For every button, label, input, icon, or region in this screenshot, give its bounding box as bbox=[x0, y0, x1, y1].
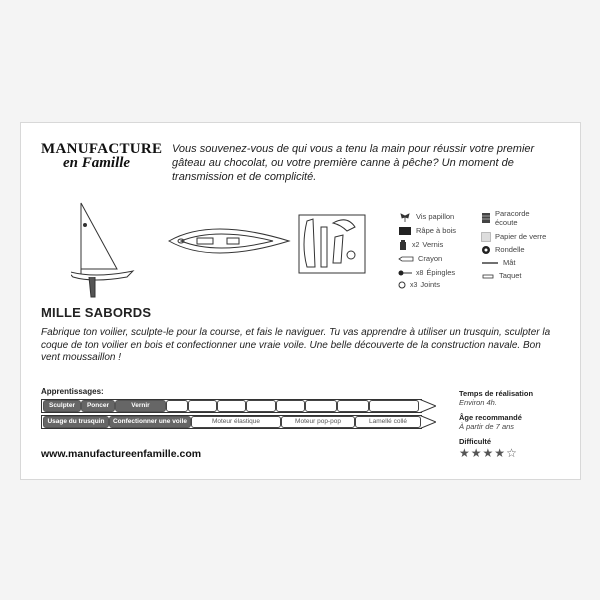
learning-skill-empty bbox=[246, 400, 276, 412]
learning-skill: Lamellé collé bbox=[355, 416, 421, 428]
age-label: Âge recommandé bbox=[459, 413, 522, 422]
brand-logo bbox=[41, 141, 163, 172]
learning-skill: Usage du trusquin bbox=[43, 416, 109, 428]
star-filled-icon: ★ bbox=[459, 446, 471, 460]
learning-skill: Moteur élastique bbox=[191, 416, 281, 428]
material-item: Rondelle bbox=[481, 244, 525, 256]
kit-illustrations bbox=[71, 197, 371, 307]
learning-bar-row1 bbox=[41, 399, 436, 413]
wood-rasp-icon bbox=[398, 226, 412, 236]
material-item: Râpe à bois bbox=[398, 225, 456, 237]
paracord-icon bbox=[481, 212, 491, 224]
learning-skill-empty bbox=[166, 400, 188, 412]
pencil-tip-icon bbox=[420, 415, 436, 429]
material-item: Papier de verre bbox=[481, 231, 546, 243]
learning-skill: Moteur pop-pop bbox=[281, 416, 355, 428]
material-item: x3 Joints bbox=[398, 279, 440, 291]
info-difficulty bbox=[459, 437, 579, 460]
material-item: Crayon bbox=[398, 253, 442, 265]
material-item: x8 Épingles bbox=[398, 267, 455, 279]
product-title: MILLE SABORDS bbox=[41, 305, 152, 320]
info-age bbox=[459, 413, 579, 431]
material-item: Taquet bbox=[481, 270, 522, 282]
learning-skill-empty bbox=[217, 400, 246, 412]
material-item: Mât bbox=[481, 257, 516, 269]
material-item: Vis papillon bbox=[398, 211, 454, 223]
washer-icon bbox=[481, 245, 491, 255]
learning-skill: Confectionner une voile bbox=[109, 416, 191, 428]
learning-skill-empty bbox=[305, 400, 337, 412]
butterfly-screw-icon bbox=[398, 212, 412, 222]
age-value: À partir de 7 ans bbox=[459, 422, 515, 431]
hull-top-view-illustration bbox=[169, 229, 289, 253]
varnish-icon bbox=[398, 240, 408, 250]
pin-icon bbox=[398, 269, 412, 277]
sandpaper-icon bbox=[481, 232, 491, 242]
pencil-icon bbox=[398, 255, 414, 263]
product-card bbox=[20, 122, 581, 480]
seal-ring-icon bbox=[398, 281, 406, 289]
difficulty-rating bbox=[459, 446, 579, 460]
brand-line2: en Famille bbox=[63, 155, 131, 171]
star-filled-icon: ★ bbox=[470, 446, 483, 460]
star-filled-icon: ★ bbox=[494, 446, 507, 460]
info-time bbox=[459, 389, 579, 407]
brand-line1: MANUFACTURE bbox=[41, 141, 163, 157]
product-description: Fabrique ton voilier, sculpte-le pour la course, et fais le naviguer. Tu vas apprendre à utiliser un trusquin, sculpter la coque de ton voilier en bois et confectionner une vraie voile. Une belle découverte de la construction navale. Bon vent moussaillon ! bbox=[41, 327, 551, 363]
cutting-template-illustration bbox=[299, 215, 365, 273]
star-filled-icon: ★ bbox=[482, 446, 495, 460]
mast-icon bbox=[481, 260, 499, 266]
learning-title: Apprentissages: bbox=[41, 387, 104, 396]
time-value: Environ 4h. bbox=[459, 398, 497, 407]
tagline: Vous souvenez-vous de qui vous a tenu la main pour réussir votre premier gâteau au chocolat, ou votre première canne à pêche? Un moment de transmission et de complicité. bbox=[172, 143, 535, 183]
learning-bar-row2 bbox=[41, 415, 436, 429]
learning-skill: Poncer bbox=[81, 400, 115, 412]
learning-skill-empty bbox=[276, 400, 305, 412]
learning-skill-empty bbox=[188, 400, 217, 412]
cleat-icon bbox=[481, 273, 495, 279]
learning-skill: Sculpter bbox=[43, 400, 81, 412]
material-item: Paracorde écoute bbox=[481, 209, 553, 221]
material-item: x2 Vernis bbox=[398, 239, 443, 251]
time-label: Temps de réalisation bbox=[459, 389, 534, 398]
learning-skill: Vernir bbox=[115, 400, 166, 412]
pencil-tip-icon bbox=[420, 399, 436, 413]
difficulty-label: Difficulté bbox=[459, 437, 492, 446]
star-empty-icon: ☆ bbox=[506, 446, 518, 460]
sailboat-illustration bbox=[71, 203, 133, 297]
learning-skill-empty bbox=[369, 400, 419, 412]
learning-skill-empty bbox=[337, 400, 369, 412]
website-link[interactable]: www.manufactureenfamille.com bbox=[41, 448, 202, 460]
